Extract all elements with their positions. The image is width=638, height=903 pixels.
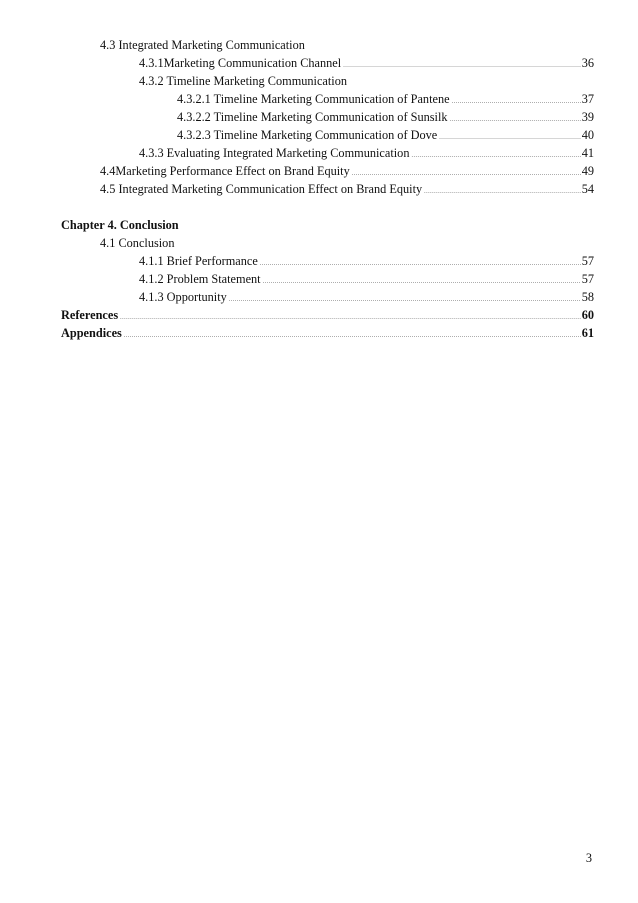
dot-leader: [439, 129, 580, 147]
toc-entry-4-3-3[interactable]: [61, 144, 594, 162]
toc-entry-page: 58: [581, 290, 594, 304]
toc-entry-title: 4.1.3 Opportunity: [139, 290, 227, 304]
toc-entry-page: 41: [581, 146, 594, 160]
toc-entry-references[interactable]: [61, 306, 594, 324]
toc-entry-4-5[interactable]: [61, 180, 594, 198]
dot-leader: [343, 57, 581, 75]
toc-entry-4-1-2[interactable]: [61, 270, 594, 288]
toc-entry-title: 4.1.1 Brief Performance: [139, 254, 258, 268]
toc-entry-4-3[interactable]: [61, 36, 594, 54]
toc-entry-page: 37: [581, 92, 594, 106]
toc-entry-title: 4.1.2 Problem Statement: [139, 272, 261, 286]
toc-entry-page: 60: [581, 308, 594, 322]
dot-leader: [120, 309, 581, 327]
toc-entry-title: 4.5 Integrated Marketing Communication Effect on Brand Equity: [100, 182, 423, 196]
page-number: 3: [585, 851, 592, 865]
toc-entry-page: 40: [581, 128, 594, 142]
toc-entry-page: 49: [581, 164, 594, 178]
toc-entry-title: 4.3 Integrated Marketing Communication: [100, 38, 305, 52]
toc-entry-4-3-2-2[interactable]: [61, 108, 594, 126]
toc-entry-title: 4.3.2.2 Timeline Marketing Communication of Sunsilk: [177, 110, 448, 124]
dot-leader: [452, 93, 581, 111]
toc-entry-page: 57: [581, 254, 594, 268]
toc-entry-4-1-3[interactable]: [61, 288, 594, 306]
toc-entry-title: Chapter 4. Conclusion: [61, 218, 179, 232]
dot-leader: [450, 111, 581, 129]
toc-entry-4-1[interactable]: [61, 234, 594, 252]
toc-entry-4-1-1[interactable]: [61, 252, 594, 270]
toc-entry-4-3-2-1[interactable]: [61, 90, 594, 108]
toc-entry-title: 4.3.2.1 Timeline Marketing Communication of Pantene: [177, 92, 450, 106]
dot-leader: [411, 147, 580, 165]
toc-entry-page: 61: [581, 326, 594, 340]
toc-entry-title: 4.3.3 Evaluating Integrated Marketing Communication: [139, 146, 410, 160]
table-of-contents: [61, 36, 594, 342]
toc-entry-title: Appendices: [61, 326, 122, 340]
toc-entry-chapter-4[interactable]: [61, 216, 594, 234]
toc-entry-title: 4.3.1Marketing Communication Channel: [139, 56, 342, 70]
dot-leader: [424, 183, 581, 201]
toc-entry-page: 57: [581, 272, 594, 286]
dot-leader: [229, 291, 581, 309]
dot-leader: [260, 255, 581, 273]
toc-entry-4-3-1[interactable]: [61, 54, 594, 72]
dot-leader: [263, 273, 581, 291]
toc-entry-4-4[interactable]: [61, 162, 594, 180]
toc-entry-page: 36: [581, 56, 594, 70]
dot-leader: [124, 327, 581, 345]
toc-entry-appendices[interactable]: [61, 324, 594, 342]
toc-entry-page: 39: [581, 110, 594, 124]
toc-entry-title: 4.3.2.3 Timeline Marketing Communication of Dove: [177, 128, 438, 142]
toc-entry-title: References: [61, 308, 119, 322]
toc-entry-page: 54: [581, 182, 594, 196]
toc-entry-title: 4.1 Conclusion: [100, 236, 175, 250]
toc-entry-title: 4.4Marketing Performance Effect on Brand Equity: [100, 164, 350, 178]
toc-entry-title: 4.3.2 Timeline Marketing Communication: [139, 74, 348, 88]
toc-entry-4-3-2-3[interactable]: [61, 126, 594, 144]
